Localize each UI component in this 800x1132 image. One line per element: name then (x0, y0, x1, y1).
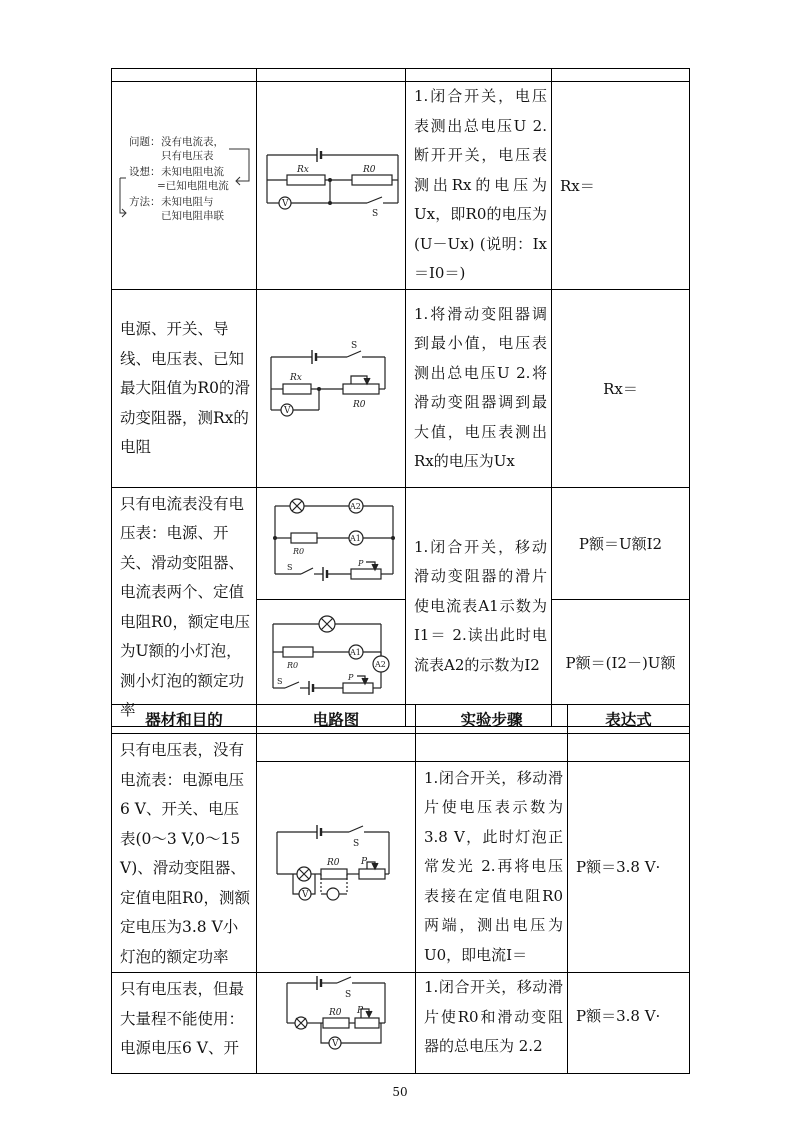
v-label: V (284, 405, 291, 416)
r0-label: R0 (293, 547, 305, 557)
steps-cell: 1.将滑动变阻器调到最小值，电压表测出总电压U 2.将滑动变阻器调到最大值，电压表测出Rx的电压为Ux (406, 289, 552, 487)
r0-label: R0 (353, 399, 366, 410)
expression-cell: Rx＝ (552, 289, 690, 487)
flow-diagram (112, 85, 257, 286)
idea-label: 设想： (129, 165, 161, 178)
r0-label: R0 (327, 857, 340, 868)
idea-line2: =已知电阻电流 (157, 179, 229, 192)
circuit-diagram-two-ammeters-1 (257, 498, 406, 588)
circuit-cell (257, 973, 416, 1074)
s-label: S (277, 676, 283, 686)
header-materials: 器材和目的 (112, 705, 257, 734)
expression-cell: P额＝3.8 V· (568, 761, 690, 972)
table-header-row (112, 705, 690, 734)
table-2 (111, 704, 690, 1074)
a2-label: A2 (350, 502, 361, 512)
expression-cell: P额＝U额I2 (552, 487, 690, 599)
v-label: V (302, 889, 309, 900)
expression-cell: Rx＝ (552, 82, 690, 290)
problem-line2: 只有电压表 (161, 149, 214, 162)
steps-cell: 1.闭合开关，移动滑动变阻器的滑片使电流表A1示数为I1＝ 2.读出此时电流表A2的示数为I2 (406, 487, 552, 726)
problem-line1: 没有电流表， (161, 135, 224, 148)
circuit-cell (257, 761, 416, 972)
table-1 (111, 68, 690, 727)
s-label: S (351, 340, 358, 351)
s-label: S (287, 563, 293, 573)
table-row (112, 69, 690, 82)
expression-cell: P额＝3.8 V· (568, 973, 690, 1074)
table-row (112, 487, 690, 599)
header-expression: 表达式 (568, 705, 690, 734)
p-label: P (348, 672, 354, 682)
s-label: S (353, 838, 360, 849)
header-circuit: 电路图 (257, 705, 416, 734)
method-line1: 未知电阻与 (161, 195, 214, 208)
a2-label: A2 (375, 659, 386, 669)
v-label: V (282, 198, 289, 209)
steps-cell: 1.闭合开关，电压表测出总电压U 2.断开开关，电压表测出Rx的电压为Ux，即R0的电压为(U－Ux) (说明：Ix＝I0＝) (406, 82, 552, 290)
circuit-diagram-two-ammeters-2 (257, 612, 406, 714)
circuit-cell (257, 289, 406, 487)
circuit-diagram-voltmeter-rheostat (257, 973, 416, 1073)
r0-label: R0 (287, 660, 299, 670)
p-label: P (357, 1006, 364, 1016)
r0-label: R0 (329, 1008, 342, 1018)
steps-cell: 1.闭合开关，移动滑片使电压表示数为3.8 V，此时灯泡正常发光 2.再将电压表接在定值电阻R0两端，测出电压为U0，即电流I＝ (416, 761, 568, 972)
a1-label: A1 (350, 534, 361, 544)
method-line2: 已知电阻串联 (161, 209, 224, 222)
materials-cell: 电源、开关、导线、电压表、已知最大阻值为R0的滑动变阻器，测Rx的电阻 (112, 289, 257, 487)
expression-cell: P额＝(I2－)U额 (552, 599, 690, 726)
table-row (112, 973, 690, 1074)
problem-label: 问题： (129, 135, 161, 148)
table-row (112, 734, 690, 762)
materials-cell: 只有电压表，但最大量程不能使用：电源电压6 V、开 (112, 973, 257, 1074)
table-row (112, 82, 690, 290)
flow-diagram-cell (112, 82, 257, 290)
s-label: S (345, 990, 352, 1000)
idea-line1: 未知电阻电流 (161, 165, 224, 178)
page-number: 50 (392, 1085, 408, 1099)
circuit-cell (257, 82, 406, 290)
r0-label: R0 (363, 164, 376, 175)
circuit-cell (257, 487, 406, 599)
circuit-diagram-rheostat (257, 290, 406, 487)
steps-cell: 1.闭合开关，移动滑片使R0和滑动变阻器的总电压为 2.2 (416, 973, 568, 1074)
rx-label: Rx (290, 372, 302, 383)
p-label: P (358, 559, 364, 569)
a1-label: A1 (350, 647, 361, 657)
circuit-diagram-voltmeter-lamp (257, 768, 416, 966)
s-label: S (372, 208, 379, 219)
table-row (112, 289, 690, 487)
rx-label: Rx (297, 164, 309, 175)
v-label: V (332, 1039, 339, 1049)
method-label: 方法： (129, 195, 161, 208)
materials-cell: 只有电压表，没有电流表：电源电压6 V、开关、电压表(0～3 V,0～15 V)、滑动变阻器、定值电阻R0，测额定电压为3.8 V小灯泡的额定功率 (112, 734, 257, 973)
circuit-diagram-rx-r0-series (257, 85, 406, 286)
materials-cell: 只有电流表没有电压表：电源、开关、滑动变阻器、电流表两个、定值电阻R0，额定电压为U额的小灯泡，测小灯泡的额定功率 (112, 487, 257, 726)
p-label: P (361, 856, 368, 867)
header-steps: 实验步骤 (416, 705, 568, 734)
